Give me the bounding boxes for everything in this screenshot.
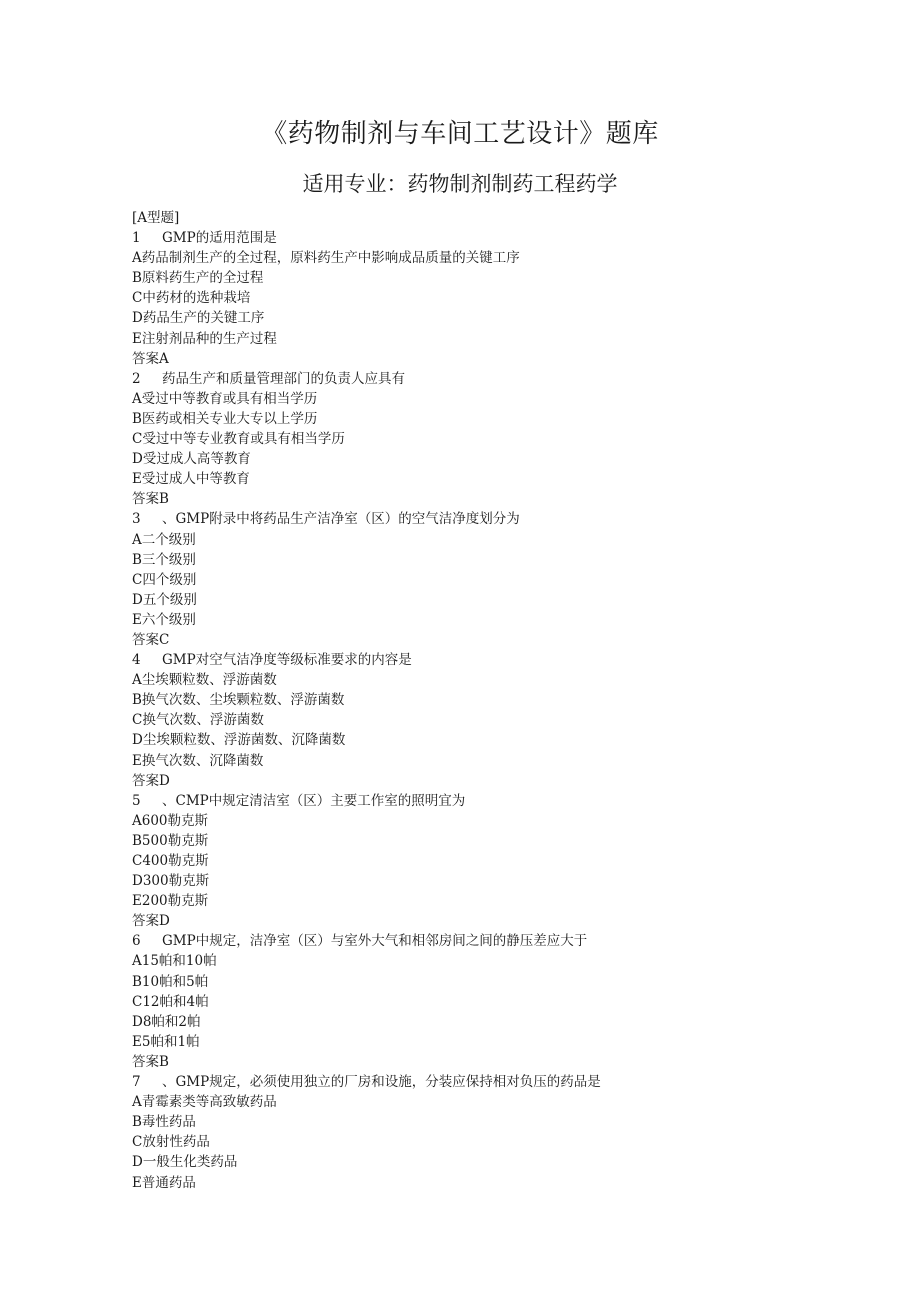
answer-option: B医药或相关专业大专以上学历 [132, 410, 318, 427]
answer-option: B500勒克斯 [132, 832, 209, 849]
question-block [132, 369, 872, 510]
question-stem [132, 509, 872, 529]
answer-option: C换气次数、浮游菌数 [132, 712, 264, 729]
answer-key: 答案B [132, 491, 169, 508]
document-subtitle: 适用专业：药物制剂制药工程药学 [302, 172, 618, 196]
document-title: 《药物制剂与车间工艺设计》题库 [261, 119, 659, 149]
answer-option: C400勒克斯 [132, 853, 209, 869]
answer-option: C放射性药品 [132, 1134, 210, 1151]
answer-option: D8帕和2帕 [132, 1013, 201, 1030]
answer-option: E六个级别 [132, 611, 196, 628]
answer-option: D五个级别 [132, 591, 197, 608]
question-number: 5 [132, 792, 141, 809]
answer-option: E注射剂品种的生产过程 [132, 330, 277, 347]
answer-key: 答案C [132, 631, 170, 648]
answer-option: C中药材的选种栽培 [132, 290, 251, 307]
question-stem [132, 369, 872, 389]
question-block [132, 650, 872, 791]
answer-option: E换气次数、沉降菌数 [132, 752, 264, 769]
question-stem [132, 650, 872, 670]
question-list [132, 208, 872, 1193]
question-number: 1 [132, 230, 141, 247]
question-text: 、GMP规定，必须使用独立的厂房和设施，分装应保持相对负压的药品是 [162, 1074, 601, 1091]
answer-option: C四个级别 [132, 571, 197, 588]
question-text: GMP中规定，洁净室（区）与室外大气和相邻房间之间的静压差应大于 [162, 933, 588, 950]
answer-option: D一般生化类药品 [132, 1154, 238, 1171]
answer-option: A二个级别 [132, 531, 196, 548]
answer-key: 答案B [132, 1053, 169, 1070]
question-block [132, 791, 872, 932]
question-stem [132, 791, 872, 811]
answer-option: C12帕和4帕 [132, 993, 209, 1010]
question-stem [132, 931, 872, 951]
answer-option: E普通药品 [132, 1174, 196, 1191]
answer-option: A15帕和10帕 [132, 953, 217, 970]
questions-container [132, 228, 872, 1193]
answer-key: 答案D [132, 913, 170, 930]
answer-option: A药品制剂生产的全过程，原料药生产中影响成品质量的关键工序 [132, 250, 520, 267]
question-number: 2 [132, 370, 141, 387]
answer-option: B三个级别 [132, 551, 196, 568]
question-number: 6 [132, 933, 141, 950]
answer-option: D300勒克斯 [132, 873, 210, 890]
question-text: 、GMP附录中将药品生产洁净室（区）的空气洁净度划分为 [162, 511, 520, 528]
question-block [132, 931, 872, 1072]
answer-option: A600勒克斯 [132, 812, 209, 829]
answer-option: B原料药生产的全过程 [132, 270, 264, 287]
answer-option: D受过成人高等教育 [132, 451, 251, 468]
answer-option: B换气次数、尘埃颗粒数、浮游菌数 [132, 692, 345, 709]
answer-option: E受过成人中等教育 [132, 471, 250, 488]
answer-key: 答案A [132, 350, 169, 367]
answer-option: B10帕和5帕 [132, 973, 209, 990]
answer-option: D尘埃颗粒数、浮游菌数、沉降菌数 [132, 732, 346, 749]
question-text: GMP的适用范围是 [162, 230, 277, 247]
answer-key: 答案D [132, 772, 170, 789]
question-number: 3 [132, 511, 141, 528]
question-block [132, 509, 872, 650]
question-text: 药品生产和质量管理部门的负责人应具有 [162, 370, 405, 387]
answer-option: E5帕和1帕 [132, 1033, 200, 1050]
answer-option: A受过中等教育或具有相当学历 [132, 390, 318, 407]
question-text: GMP对空气洁净度等级标准要求的内容是 [162, 652, 412, 669]
answer-option: C受过中等专业教育或具有相当学历 [132, 431, 345, 448]
question-text: 、CMP中规定清洁室（区）主要工作室的照明宜为 [162, 792, 466, 809]
answer-option: E200勒克斯 [132, 893, 209, 910]
question-number: 7 [132, 1074, 141, 1091]
question-number: 4 [132, 652, 141, 669]
answer-option: A尘埃颗粒数、浮游菌数 [132, 672, 277, 689]
section-heading: [A型题] [132, 210, 180, 226]
question-stem [132, 1072, 872, 1092]
answer-option: A青霉素类等高致敏药品 [132, 1094, 277, 1111]
answer-option: D药品生产的关键工序 [132, 310, 265, 327]
question-stem [132, 228, 872, 248]
question-block [132, 228, 872, 369]
answer-option: B毒性药品 [132, 1114, 196, 1131]
question-block [132, 1072, 872, 1193]
